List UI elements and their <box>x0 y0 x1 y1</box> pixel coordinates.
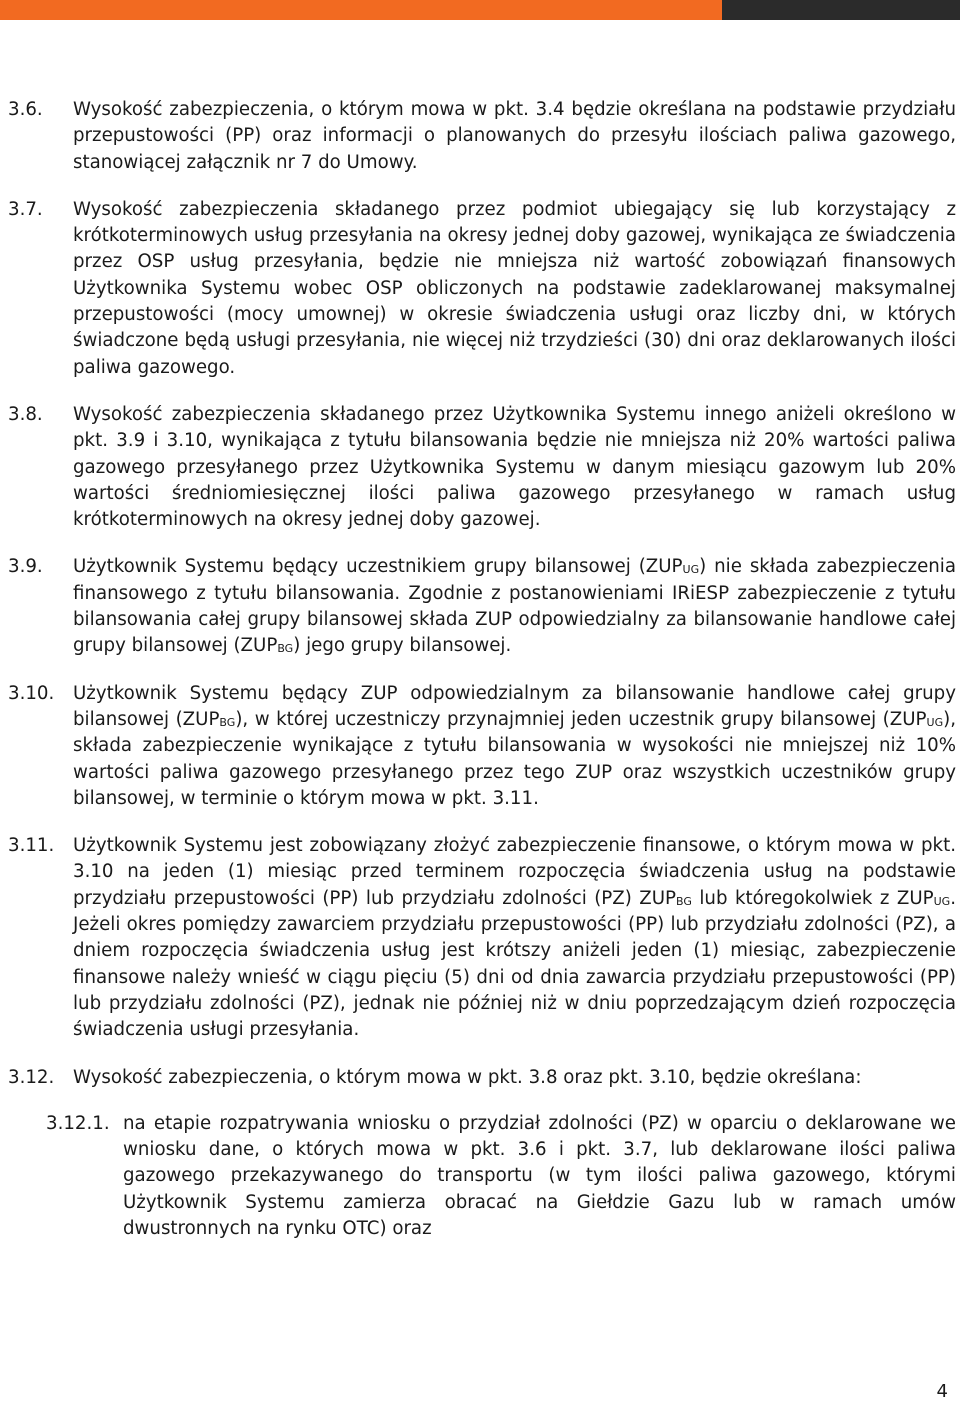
subscript-bg: BG <box>676 894 692 908</box>
paragraph-3-8 <box>8 402 956 533</box>
paragraph-3-9 <box>8 554 956 659</box>
header-dark-stripe <box>722 0 960 20</box>
subparagraph-number: 3.12.1. <box>46 1112 110 1134</box>
header-bar <box>0 0 960 20</box>
paragraph-number: 3.6. <box>8 99 43 120</box>
subparagraph-text: na etapie rozpatrywania wniosku o przydział zdolności (PZ) w oparciu o deklarowane we wniosku dane, o których mowa w pkt. 3.6 i pkt. 3.7, lub deklarowane ilości paliwa gazowego przekazywanego do transportu (w tym ilości paliwa gazowego, którymi Użytkownik Systemu zamierza obracać na Giełdzie Gazu lub w ramach umów dwustronnych na rynku OTC) oraz <box>123 1112 956 1239</box>
paragraph-text: Użytkownik Systemu będący ZUP odpowiedzialnym za bilansowanie handlowe całej grupy bilansowej $(ZUP_{BG})$, w której uczestniczy przynajmniej jeden uczestnik grupy bilansowej $(ZUP_{UG})$, składa zabezpieczenie wynikające z tytułu bilansowania w wysokości nie mniejszej niż 10% wartości paliwa gazowego przesyłanego przez tego ZUP oraz wszystkich uczestników grupy bilansowej, w terminie o którym mowa w pkt. 3.11. <box>73 682 956 809</box>
paragraph-3-11 <box>8 833 956 1043</box>
subscript-ug: UG <box>682 563 700 577</box>
subscript-ug: UG <box>926 715 944 729</box>
paragraph-text: Wysokość zabezpieczenia, o którym mowa w pkt. 3.4 będzie określana na podstawie przydziału przepustowości (PP) oraz informacji o planowanych do przesyłu ilościach paliwa gazowego, stanowiącej załącznik nr 7 do Umowy. <box>73 99 956 173</box>
paragraph-text: Wysokość zabezpieczenia, o którym mowa w pkt. 3.8 oraz pkt. 3.10, będzie określana: <box>73 1066 862 1088</box>
paragraph-number: 3.10. <box>8 682 55 704</box>
paragraph-number: 3.8. <box>8 403 43 425</box>
paragraph-3-10 <box>8 681 956 812</box>
paragraph-number: 3.9. <box>8 556 43 578</box>
paragraph-text: Wysokość zabezpieczenia składanego przez Użytkownika Systemu innego aniżeli określono w pkt. 3.9 i 3.10, wynikająca z tytułu bilansowania będzie nie mniejsza niż 20% wartości paliwa gazowego przesyłanego przez Użytkownika Systemu w danym miesiącu gazowym lub 20% wartości średniomiesięcznej ilości paliwa gazowego przesyłanego w ramach usług krótkoterminowych na okresy jednej doby gazowej. <box>73 403 956 531</box>
paragraph-text: Użytkownik Systemu jest zobowiązany złożyć zabezpieczenie finansowe, o którym mowa w pkt. 3.10 na jeden (1) miesiąc przed terminem rozpoczęcia świadczenia usług na podstawie przydziału przepustowości (PP) lub przydziału zdolności (PZ) $ZUP_{BG}$ lub któregokolwiek z $ZUP_{UG}$. Jeżeli okres pomiędzy zawarciem przydziału przepustowości (PP) lub przydziału zdolności (PZ), a dniem rozpoczęcia świadczenia usług jest krótszy aniżeli jeden (1) miesiąc, zabezpieczenie finansowe należy wnieść w ciągu pięciu (5) dni od dnia zawarcia przydziału przepustowości (PP) lub przydziału zdolności (PZ), jednak nie później niż w dniu poprzedzającym dzień rozpoczęcia świadczenia usługi przesyłania. <box>73 835 956 1041</box>
paragraph-3-6 <box>8 97 956 176</box>
subscript-bg: BG <box>277 642 294 656</box>
document-body <box>8 97 956 1242</box>
header-accent-stripe <box>0 0 722 20</box>
paragraph-number: 3.7. <box>8 198 43 220</box>
subscript-ug: UG <box>933 894 951 908</box>
paragraph-number: 3.11. <box>8 835 55 857</box>
paragraph-text: Użytkownik Systemu będący uczestnikiem grupy bilansowej $(ZUP_{UG})$ nie składa zabezpieczenia finansowego z tytułu bilansowania. Zgodnie z postanowieniami IRiESP zabezpieczenie z tytułu bilansowania całej grupy bilansowej składa ZUP odpowiedzialny za bilansowanie handlowe całej grupy bilansowej $(ZUP_{BG})$ jego grupy bilansowej. <box>73 556 956 657</box>
paragraph-3-12 <box>8 1065 956 1091</box>
subparagraph-3-12-1 <box>8 1111 956 1242</box>
paragraph-text: Wysokość zabezpieczenia składanego przez podmiot ubiegający się lub korzystający z krótkoterminowych usług przesyłania na okresy jednej doby gazowej, wynikająca ze świadczenia przez OSP usług przesyłania, będzie nie mniejsza niż wartość zobowiązań finansowych Użytkownika Systemu wobec OSP obliczonych na podstawie zadeklarowanej maksymalnej przepustowości (mocy umownej) w okresie świadczenia usługi oraz liczby dni, w których świadczone będą usługi przesyłania, nie więcej niż trzydzieści (30) dni oraz deklarowanych ilości paliwa gazowego. <box>73 198 956 378</box>
paragraph-3-7 <box>8 197 956 381</box>
subscript-bg: BG <box>219 715 236 729</box>
page-number: 4 <box>936 1381 948 1402</box>
paragraph-number: 3.12. <box>8 1066 55 1088</box>
